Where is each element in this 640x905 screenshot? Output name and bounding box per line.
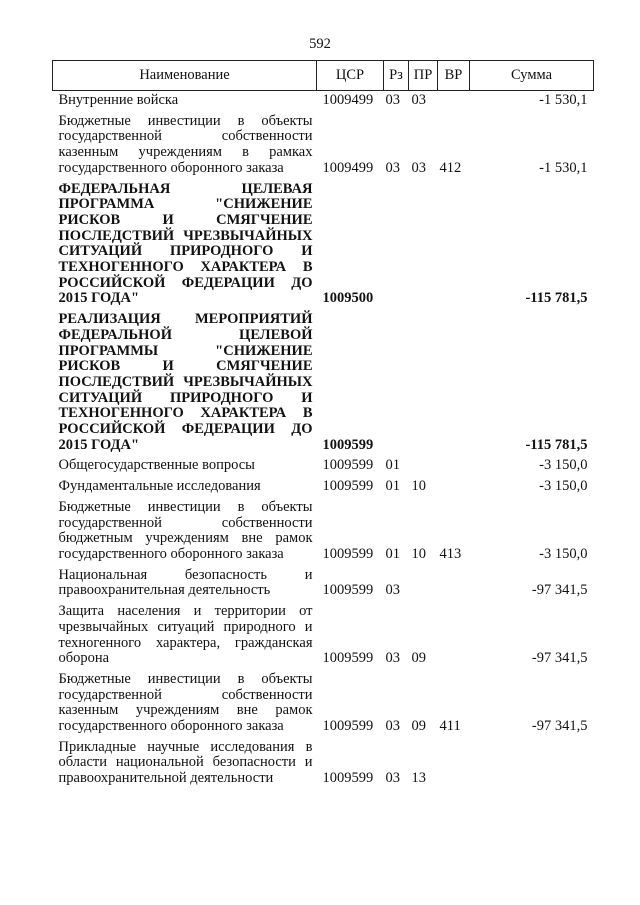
row-vr: [438, 307, 470, 453]
table-row: [53, 91, 594, 109]
header-vr: ВР: [438, 61, 470, 91]
row-sum: -3 150,0: [539, 545, 588, 562]
row-sum: -115 781,5: [525, 290, 588, 307]
row-vr: [438, 735, 470, 787]
row-csr: 1009599: [322, 582, 374, 599]
row-rz: [384, 307, 409, 453]
row-vr: 411: [439, 718, 461, 735]
row-name: Защита населения и территории от чрезвычайных ситуаций природного и техногенного характера, гражданская оборона: [58, 603, 313, 667]
row-rz: 01: [385, 545, 400, 562]
row-rz: [384, 177, 409, 308]
row-rz: 03: [385, 159, 400, 176]
budget-table: [52, 60, 594, 787]
table-row: [53, 495, 594, 563]
row-vr: [438, 453, 470, 474]
table-row: [53, 177, 594, 308]
table-row: [53, 599, 594, 667]
row-rz: 01: [385, 478, 400, 495]
row-rz: 01: [385, 457, 400, 474]
row-vr: [438, 177, 470, 308]
row-name: Прикладные научные исследования в области национальной безопасности и правоохранительной деятельности: [58, 738, 313, 787]
row-pr: 10: [411, 545, 426, 562]
table-row: [53, 109, 594, 177]
row-pr: 09: [411, 650, 426, 667]
row-pr: [409, 307, 438, 453]
row-rz: 03: [385, 650, 400, 667]
row-sum: -1 530,1: [539, 159, 588, 176]
row-csr: 1009500: [322, 290, 374, 307]
row-rz: 03: [385, 718, 400, 735]
table-row: [53, 667, 594, 735]
row-sum: -97 341,5: [531, 718, 588, 735]
header-csr: ЦСР: [317, 61, 384, 91]
row-sum: -97 341,5: [531, 582, 588, 599]
table-row: [53, 453, 594, 474]
table-row: [53, 735, 594, 787]
row-rz: 03: [385, 92, 400, 108]
row-name: Бюджетные инвестиции в объекты государственной собственности казенным учреждениям вне рамок государственного оборонного заказа: [58, 670, 313, 735]
row-vr: 412: [439, 159, 462, 176]
row-pr: 03: [411, 92, 426, 108]
page-number: 592: [309, 36, 331, 52]
row-pr: 03: [411, 159, 426, 176]
table-row: [53, 307, 594, 453]
row-csr: 1009599: [322, 770, 374, 787]
row-pr: [409, 177, 438, 308]
table-body: [53, 91, 594, 787]
row-pr: 13: [411, 770, 426, 787]
row-csr: 1009599: [322, 457, 374, 474]
row-rz: 03: [385, 582, 400, 599]
row-sum: -115 781,5: [525, 436, 588, 453]
row-name: Общегосударственные вопросы: [58, 457, 255, 474]
row-csr: 1009499: [322, 159, 374, 176]
row-sum: [470, 735, 594, 787]
row-name: ФЕДЕРАЛЬНАЯ ЦЕЛЕВАЯ ПРОГРАММА "СНИЖЕНИЕ РИСКОВ И СМЯГЧЕНИЕ ПОСЛЕДСТВИЙ ЧРЕЗВЫЧАЙНЫХ СИТУАЦИЙ ПРИРОДНОГО И ТЕХНОГЕННОГО ХАРАКТЕРА В РОССИЙСКОЙ ФЕДЕРАЦИИ ДО 2015 ГОДА": [58, 180, 313, 307]
row-csr: 1009599: [322, 650, 374, 667]
row-name: Фундаментальные исследования: [58, 478, 261, 495]
row-vr: [438, 563, 470, 599]
row-name: Бюджетные инвестиции в объекты государственной собственности казенным учреждениям в рамках государственного оборонного заказа: [58, 112, 313, 176]
row-pr: 09: [411, 718, 426, 735]
row-rz: 03: [385, 770, 400, 787]
table-row: [53, 563, 594, 599]
row-name: РЕАЛИЗАЦИЯ МЕРОПРИЯТИЙ ФЕДЕРАЛЬНОЙ ЦЕЛЕВОЙ ПРОГРАММЫ "СНИЖЕНИЕ РИСКОВ И СМЯГЧЕНИЕ ПОСЛЕДСТВИЙ ЧРЕЗВЫЧАЙНЫХ СИТУАЦИЙ ПРИРОДНОГО И ТЕХНОГЕННОГО ХАРАКТЕРА В РОССИЙСКОЙ ФЕДЕРАЦИИ ДО 2015 ГОДА": [58, 311, 313, 453]
row-sum: -97 341,5: [531, 650, 588, 667]
row-vr: [438, 599, 470, 667]
row-csr: 1009599: [322, 718, 374, 735]
header-pr: ПР: [409, 61, 438, 91]
row-sum: -3 150,0: [539, 457, 588, 474]
row-name: Национальная безопасность и правоохранительная деятельность: [58, 566, 313, 599]
table-row: [53, 474, 594, 495]
row-csr: 1009599: [322, 436, 374, 453]
row-pr: [409, 563, 438, 599]
header-rz: Рз: [384, 61, 409, 91]
row-vr: [438, 91, 470, 109]
row-pr: [409, 453, 438, 474]
header-name: Наименование: [53, 61, 317, 91]
row-name: Бюджетные инвестиции в объекты государственной собственности бюджетным учреждениям вне рамок государственного оборонного заказа: [58, 498, 313, 562]
row-vr: 413: [439, 545, 462, 562]
row-name: Внутренние войска: [58, 92, 179, 108]
row-csr: 1009599: [322, 478, 374, 495]
row-pr: 10: [411, 478, 426, 495]
table-header: [53, 61, 594, 91]
header-sum: Сумма: [470, 61, 594, 91]
row-csr: 1009599: [322, 545, 374, 562]
row-csr: 1009499: [322, 92, 374, 108]
row-sum: -1 530,1: [539, 92, 588, 108]
row-vr: [438, 474, 470, 495]
row-sum: -3 150,0: [539, 478, 588, 495]
